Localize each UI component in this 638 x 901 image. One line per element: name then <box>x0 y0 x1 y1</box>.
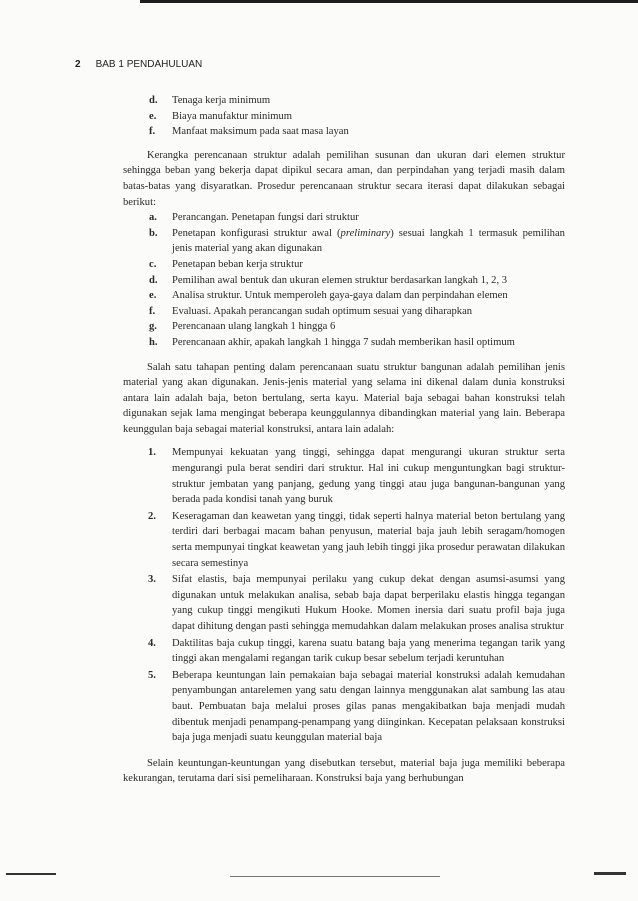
list-item <box>123 509 565 571</box>
list-marker: 1. <box>148 447 156 459</box>
list-text: Biaya manufaktur minimum <box>172 110 293 122</box>
list-marker: d. <box>149 95 158 106</box>
list-marker: c. <box>149 258 157 270</box>
page-number: 2 <box>75 59 81 70</box>
paragraph: Kerangka perencanaan struktur adalah pemilihan susunan dan ukuran dari elemen struktur sehingga beban yang bekerja dapat dipikul secara aman, dan perpindahan yang terjadi masih dalam batas-batas yang disyaratkan. Prosedur perencanaan struktur secara iterasi dapat dilakukan sebagai berikut: <box>123 149 565 208</box>
advantages-list <box>123 445 565 745</box>
list-item <box>123 572 565 634</box>
list-item <box>123 210 565 226</box>
list-text: Penetapan beban kerja struktur <box>172 258 303 270</box>
list-marker: 4. <box>148 637 156 649</box>
list-item <box>123 636 565 667</box>
list-item <box>123 668 565 746</box>
procedure-list <box>123 210 565 350</box>
list-text: Sifat elastis, baja mempunyai perilaku yang cukup dekat dengan asumsi-asumsi yang digunakan untuk melakukan analisa, sebab baja dapat berperilaku elastis hingga tegangan yang cukup tinggi mengikuti Hukum Hooke. Momen inersia dari suatu profil baja juga dapat dihitung dengan pasti sehingga memudahkan dalam melakukan proses analisa struktur <box>172 574 565 632</box>
paragraph: Salah satu tahapan penting dalam perencanaan suatu struktur bangunan adalah pemilihan jenis material yang akan digunakan. Jenis-jenis material yang selama ini dikenal dalam dunia konstruksi antara lain adalah baja, beton bertulang, serta kayu. Material baja sebagai bahan konstruksi telah digunakan sejak lama mengingat beberapa keunggulannya dibandingkan material yang lain. Beberapa keunggulan baja sebagai material konstruksi, antara lain adalah: <box>123 361 565 435</box>
list-text: Manfaat maksimum pada saat masa layan <box>172 126 349 138</box>
list-text: Penetapan konfigurasi struktur awal ( <box>172 227 341 239</box>
list-item <box>123 93 565 109</box>
list-text: Mempunyai kekuatan yang tinggi, sehingga dapat mengurangi ukuran struktur serta mengurangi pula berat sendiri dari struktur. Hal ini cukup menguntungkan bagi struktur-struktur jembatan yang panjang, gedung yang tinggi atau juga bangunan-bangunan yang berada pada kondisi tanah yang buruk <box>172 447 565 506</box>
list-marker: a. <box>149 212 157 224</box>
list-marker: 2. <box>148 510 156 522</box>
scan-edge-top <box>140 0 638 3</box>
scan-mark-right <box>594 872 626 875</box>
list-item <box>123 304 565 320</box>
list-item <box>123 226 565 257</box>
list-marker: e. <box>149 110 157 122</box>
list-text: Keseragaman dan keawetan yang tinggi, tidak seperti halnya material beton bertulang yang terdiri dari berbagai macam bahan penyusun, material baja jauh lebih seragam/homogen serta mempunyai tingkat keawetan yang jauh lebih tinggi jika prosedur perawatan dilakukan secara semestinya <box>172 510 565 569</box>
list-marker: f. <box>149 305 156 317</box>
criteria-list <box>123 93 565 140</box>
list-marker: e. <box>149 290 157 302</box>
paragraph: Selain keuntungan-keuntungan yang disebutkan tersebut, material baja juga memiliki beberapa kekurangan, terutama dari sisi pemeliharaan. Konstruksi baja yang berhubungan <box>123 757 565 785</box>
italic-term: preliminary <box>340 227 391 239</box>
running-header <box>75 59 202 70</box>
list-marker: 5. <box>148 669 156 681</box>
list-item <box>123 335 565 351</box>
list-marker: g. <box>149 321 157 333</box>
list-item <box>123 109 565 125</box>
list-item <box>123 319 565 335</box>
list-item <box>123 124 565 140</box>
list-marker: b. <box>149 227 158 239</box>
list-marker: d. <box>149 274 158 286</box>
scan-mark-left <box>6 873 56 875</box>
list-text: Pemilihan awal bentuk dan ukuran elemen struktur berdasarkan langkah 1, 2, 3 <box>172 274 508 286</box>
list-text: Perencanaan akhir, apakah langkah 1 hingga 7 sudah memberikan hasil optimum <box>172 336 515 348</box>
list-item <box>123 445 565 507</box>
list-text: Evaluasi. Apakah perancangan sudah optimum sesuai yang diharapkan <box>172 305 473 317</box>
list-text: Beberapa keuntungan lain pemakaian baja sebagai material konstruksi adalah kemudahan penyambungan antarelemen yang satu dengan lainnya menggunakan alat sambung las atau baut. Pembuatan baja melalui proses gilas panas mengakibatkan baja menjadi mudah dibentuk menjadi penampang-penampang yang diinginkan. Kecepatan pelaksaan konstruksi baja juga menjadi suatu keunggulan material baja <box>172 669 565 744</box>
list-marker: f. <box>149 126 156 138</box>
page-body <box>123 93 565 787</box>
list-marker: 3. <box>148 574 156 586</box>
list-text: Perancangan. Penetapan fungsi dari struktur <box>172 212 359 224</box>
list-text: Tenaga kerja minimum <box>172 95 271 106</box>
list-text: Perencanaan ulang langkah 1 hingga 6 <box>172 321 336 333</box>
list-item <box>123 273 565 289</box>
list-item <box>123 288 565 304</box>
list-text: Daktilitas baja cukup tinggi, karena suatu batang baja yang menerima tegangan tarik yang tinggi akan mengalami regangan tarik cukup besar sebelum terjadi keruntuhan <box>172 637 565 665</box>
list-marker: h. <box>149 336 158 348</box>
list-text: Analisa struktur. Untuk memperoleh gaya-gaya dalam dan perpindahan elemen <box>172 290 508 302</box>
list-text: ) sesuai langkah 1 termasuk pemilihan jenis material yang akan digunakan <box>172 227 565 255</box>
list-item <box>123 257 565 273</box>
chapter-title: BAB 1 PENDAHULUAN <box>95 59 203 70</box>
scan-mark-center <box>230 876 440 877</box>
